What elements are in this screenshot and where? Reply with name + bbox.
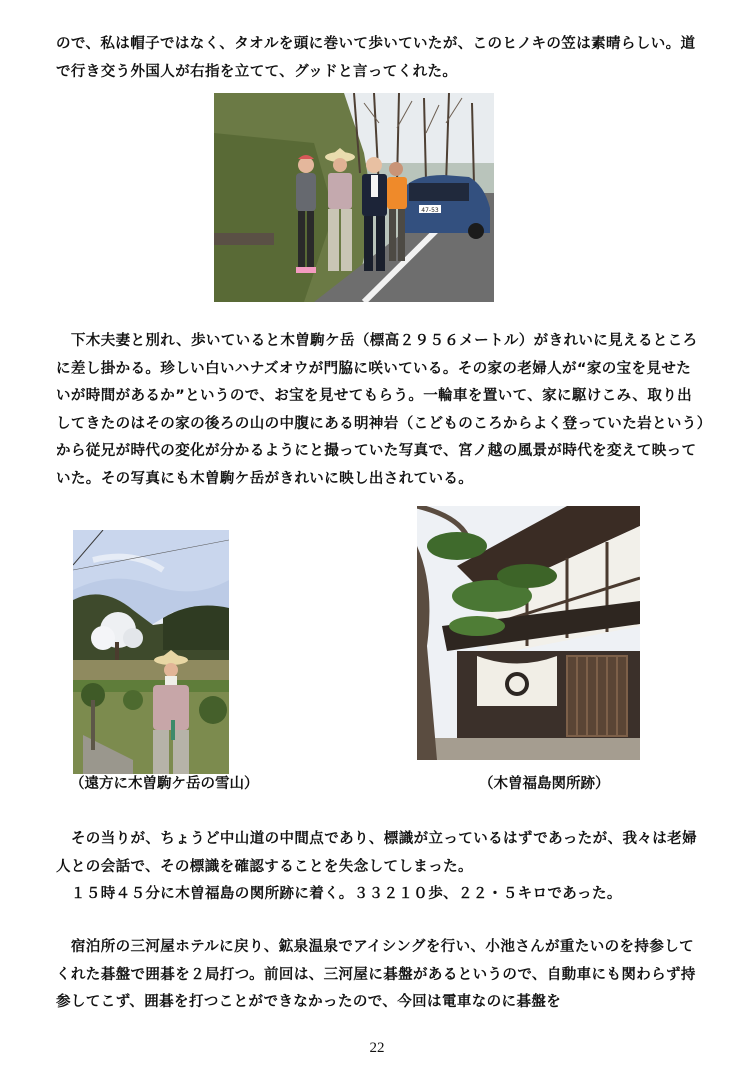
paragraph-3: その当りが、ちょうど中山道の中間点であり、標識が立っているはずであったが、我々は老婦人との会話で、その標識を確認することを失念してしまった。: [56, 831, 697, 875]
caption-right: （木曽福島関所跡）: [479, 776, 610, 792]
paragraph-4: １５時４５分に木曽福島の関所跡に着く。３３２１０歩、２２・５キロであった。: [56, 886, 622, 902]
paragraph-2: 下木夫妻と別れ、歩いていると木曽駒ケ岳（標高２９５６メートル）がきれいに見えるところに差し掛かる。珍しい白いハナズオウが門脇に咲いている。その家の老婦人が“家の宝を見せたいが時間があるか”というので、お宝を見せてもらう。一輪車を置いて、家に駆けこみ、取り出してきたのはその家の後ろの山の中腹にある明神岩（こどものころからよく登っていた岩という）から従兄が時代の変化が分かるようにと撮っていた写真で、宮ノ越の風景が時代を変えて映っていた。その写真にも木曽駒ケ岳がきれいに映し出されている。: [56, 333, 705, 487]
paragraph-1: ので、私は帽子ではなく、タオルを頭に巻いて歩いていたが、このヒノキの笠は素晴らしい。道で行き交う外国人が右指を立てて、グッドと言ってくれた。: [56, 36, 696, 80]
photo-checkpoint-building: [417, 506, 640, 760]
page-number: 22: [369, 1040, 385, 1056]
paragraph-5: 宿泊所の三河屋ホテルに戻り、鉱泉温泉でアイシングを行い、小池さんが重たいのを持参してくれた碁盤で囲碁を２局打つ。前回は、三河屋に碁盤があるというので、自動車にも関わらず持参してこず、囲碁を打つことができなかったので、今回は電車なのに碁盤を: [56, 939, 696, 1010]
photo-man-with-snowy-mountain: [73, 530, 229, 774]
caption-left: （遠方に木曽駒ケ岳の雪山）: [70, 776, 259, 792]
license-plate: 47-53: [421, 207, 439, 214]
photo-group-by-car: [214, 93, 494, 302]
